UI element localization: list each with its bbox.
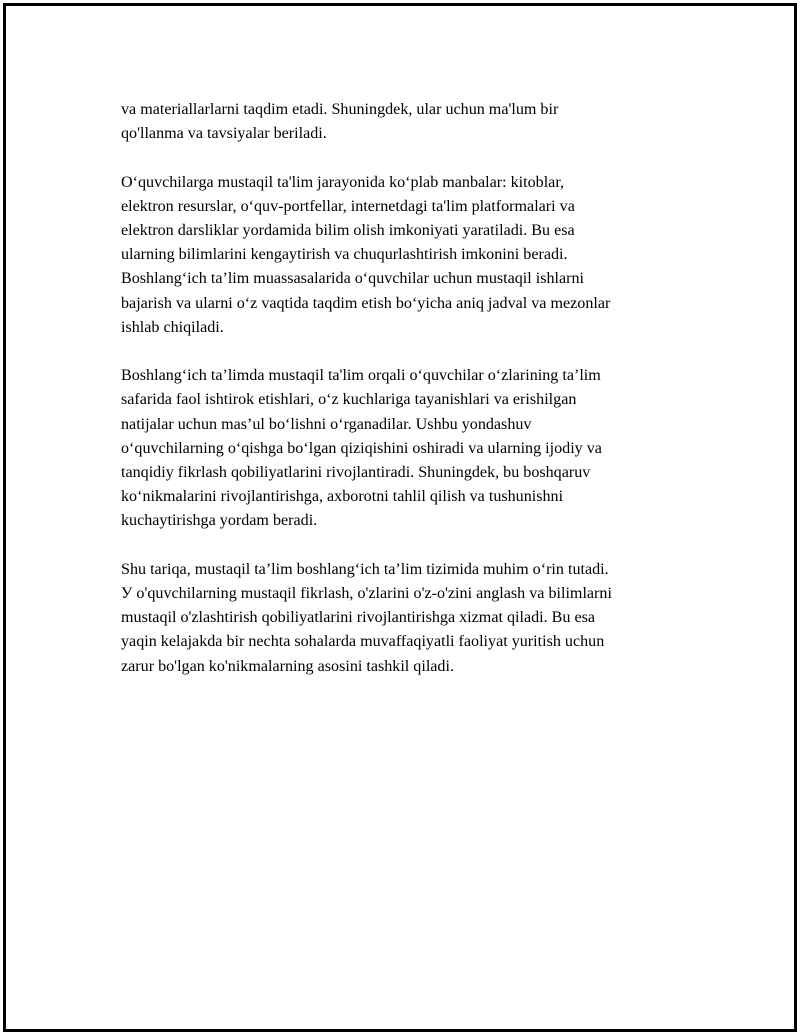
paragraph-3: Boshlang‘ich ta’limda mustaqil ta'lim orqali o‘quvchilar o‘zlarining ta’lim safarida faol ishtirok etishlari, o‘z kuchlariga tayanishlari va erishilgan natijalar uchun mas’ul bo‘lishni o‘rganadilar. Ushbu yondashuv o‘quvchilarning o‘qishga bo‘lgan qiziqishini oshiradi va ularning ijodiy va tanqidiy fikrlash qobiliyatlarini rivojlantiradi. Shuningdek, bu boshqaruv ko‘nikmalarini rivojlantirishga, axborotni tahlil qilish va tushunishni kuchaytirishga yordam beradi. xyxy=(121,367,602,530)
paragraph-2: O‘quvchilarga mustaqil ta'lim jarayonida ko‘plab manbalar: kitoblar, elektron resurslar, o‘quv-portfellar, internetdagi ta'lim platformalari va elektron darsliklar yordamida bilim olish imkoniyati yaratiladi. Bu esa ularning bilimlarini kengaytirish va chuqurlashtirish imkonini beradi. Boshlang‘ich ta’lim muassasalarida o‘quvchilar uchun mustaqil ishlarni bajarish va ularni o‘z vaqtida taqdim etish bo‘yicha aniq jadval va mezonlar ishlab chiqiladi. xyxy=(121,173,611,336)
document-body xyxy=(121,98,706,703)
paragraph-4: Shu tariqa, mustaqil ta’lim boshlang‘ich ta’lim tizimida muhim o‘rin tutadi. У o'quvchilarning mustaqil fikrlash, o'zlarini o'z-o'zini anglash va bilimlarni mustaqil o'zlashtirish qobiliyatlarini rivojlantirishga xizmat qiladi. Bu esa yaqin kelajakda bir nechta sohalarda muvaffaqiyatli faoliyat yuritish uchun zarur bo'lgan ko'nikmalarning asosini tashkil qiladi. xyxy=(121,560,612,675)
paragraph-1: va materiallarlarni taqdim etadi. Shuningdek, ular uchun ma'lum bir qo'llanma va tavsiyalar beriladi. xyxy=(121,101,559,143)
document-page xyxy=(3,3,797,1032)
